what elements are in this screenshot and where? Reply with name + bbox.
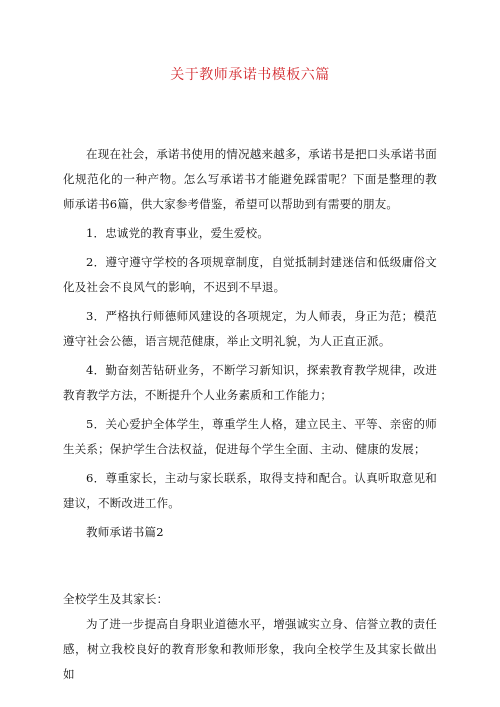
document-title: 关于教师承诺书模板六篇 — [170, 67, 330, 83]
list-item: 4．勤奋刻苦钻研业务，不断学习新知识，探索教育教学规律，改进教育教学方法，不断提升个人业务素质和工作能力； — [63, 363, 437, 402]
document-body — [63, 142, 437, 687]
salutation: 全校学生及其家长： — [63, 592, 169, 606]
body-paragraph: 为了进一步提高自身职业道德水平，增强诚实立身、信誉立教的责任感，树立我校良好的教育形象和教师形象，我向全校学生及其家长做出如 — [63, 617, 437, 681]
section-title: 教师承诺书篇2 — [86, 525, 164, 539]
list-item: 5．关心爱护全体学生，尊重学生人格，建立民主、平等、亲密的师生关系；保护学生合法权益，促进每个学生全面、主动、健康的发展； — [63, 417, 437, 456]
list-item: 2．遵守遵守学校的各项规章制度，自觉抵制封建迷信和低级庸俗文化及社会不良风气的影响，不迟到不早退。 — [63, 255, 437, 294]
list-item: 3．严格执行师德师风建设的各项规定，为人师表，身正为范；模范遵守社会公德，语言规范健康，举止文明礼貌，为人正直正派。 — [63, 309, 437, 348]
intro-paragraph: 在现在社会，承诺书使用的情况越来越多，承诺书是把口头承诺书面化规范化的一种产物。怎么写承诺书才能避免踩雷呢？下面是整理的教师承诺书6篇，供大家参考借鉴，希望可以帮助到有需要的朋友。 — [63, 147, 437, 211]
list-item: 6．尊重家长，主动与家长联系，取得支持和配合。认真听取意见和建议，不断改进工作。 — [63, 471, 437, 510]
list-item: 1．忠诚党的教育事业，爱生爱校。 — [86, 226, 270, 240]
